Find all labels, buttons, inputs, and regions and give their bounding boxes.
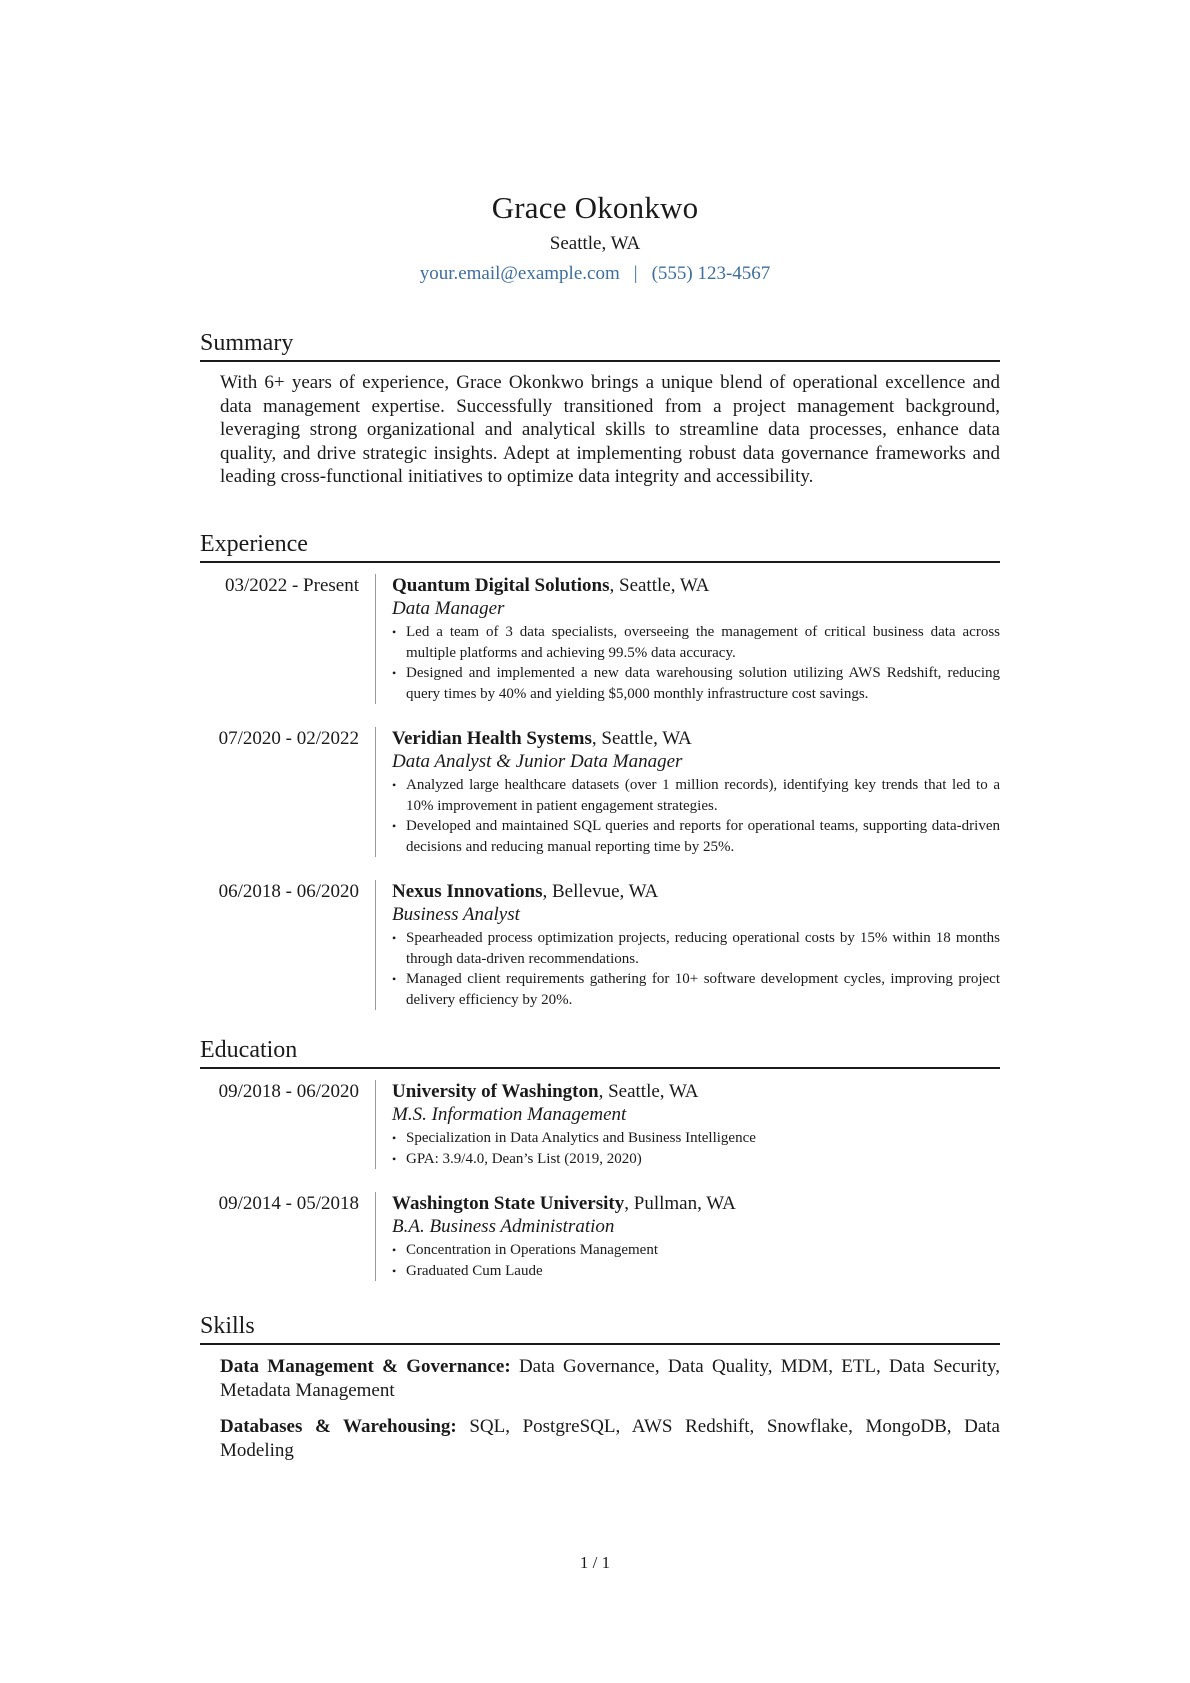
organization-name: Quantum Digital Solutions <box>392 575 610 596</box>
education-section <box>200 1037 1000 1281</box>
entry-date: 09/2018 - 06/2020 <box>218 1081 359 1102</box>
contact-separator: | <box>633 263 638 284</box>
contact-line <box>0 263 1190 285</box>
entry-organization <box>392 574 1000 597</box>
email-link[interactable]: your.email@example.com <box>419 263 620 284</box>
skill-group-label: Databases & Warehousing: <box>220 1416 457 1437</box>
entry-body <box>375 727 1000 857</box>
organization-location: , Seattle, WA <box>591 728 692 749</box>
skill-group-values: Data Governance, Data Quality, MDM, ETL, Data Security, Metadata Management <box>220 1356 1000 1401</box>
organization-location: , Bellevue, WA <box>542 881 659 902</box>
experience-entry <box>200 727 1000 857</box>
candidate-location: Seattle, WA <box>549 233 641 254</box>
education-entry <box>200 1080 1000 1169</box>
entry-bullets <box>392 1240 1000 1281</box>
organization-name: Washington State University <box>392 1193 625 1214</box>
organization-name: Veridian Health Systems <box>392 728 592 749</box>
entry-role: Data Analyst & Junior Data Manager <box>392 751 683 772</box>
phone-link[interactable]: (555) 123-4567 <box>651 263 771 284</box>
organization-name: University of Washington <box>392 1081 599 1102</box>
entry-body <box>375 1192 1000 1281</box>
organization-location: , Pullman, WA <box>624 1193 736 1214</box>
entry-date: 06/2018 - 06/2020 <box>218 881 359 902</box>
entry-role: Data Manager <box>392 598 505 619</box>
bullet-item: • Analyzed large healthcare datasets (over 1 million records), identifying key trends that led to a 10% improvement in patient engagement strategies. <box>392 775 1000 816</box>
summary-section <box>200 330 1000 489</box>
education-entry <box>200 1192 1000 1281</box>
bullet-item: • Graduated Cum Laude <box>392 1261 1000 1282</box>
skill-group <box>220 1355 1000 1402</box>
bullet-item: • Managed client requirements gathering for 10+ software development cycles, improving project delivery efficiency by 20%. <box>392 969 1000 1010</box>
skills-heading: Skills <box>200 1313 1000 1345</box>
entry-organization <box>392 1192 1000 1215</box>
entry-date: 07/2020 - 02/2022 <box>218 728 359 749</box>
entry-bullets <box>392 928 1000 1010</box>
bullet-item: • Concentration in Operations Management <box>392 1240 1000 1261</box>
organization-name: Nexus Innovations <box>392 881 543 902</box>
resume-header <box>0 190 1190 285</box>
skill-group-values: SQL, PostgreSQL, AWS Redshift, Snowflake, MongoDB, Data Modeling <box>220 1416 1000 1461</box>
entry-organization <box>392 727 1000 750</box>
entry-body <box>375 1080 1000 1169</box>
bullet-item: • Led a team of 3 data specialists, overseeing the management of critical business data across multiple platforms and achieving 99.5% data accuracy. <box>392 622 1000 663</box>
bullet-item: • GPA: 3.9/4.0, Dean’s List (2019, 2020) <box>392 1149 1000 1170</box>
experience-entry <box>200 880 1000 1010</box>
entry-role: M.S. Information Management <box>392 1104 627 1125</box>
experience-entry <box>200 574 1000 704</box>
entry-organization <box>392 880 1000 903</box>
experience-heading: Experience <box>200 531 1000 563</box>
entry-date: 09/2014 - 05/2018 <box>218 1193 359 1214</box>
entry-organization <box>392 1080 1000 1103</box>
skills-section <box>200 1313 1000 1475</box>
summary-heading: Summary <box>200 330 1000 362</box>
skill-group-label: Data Management & Governance: <box>220 1356 511 1377</box>
bullet-item: • Specialization in Data Analytics and Business Intelligence <box>392 1128 1000 1149</box>
organization-location: , Seattle, WA <box>609 575 710 596</box>
organization-location: , Seattle, WA <box>598 1081 699 1102</box>
skills-list <box>220 1355 1000 1462</box>
candidate-name: Grace Okonkwo <box>491 190 699 225</box>
bullet-item: • Developed and maintained SQL queries and reports for operational teams, supporting data-driven decisions and reducing manual reporting time by 25%. <box>392 816 1000 857</box>
entry-bullets <box>392 775 1000 857</box>
entry-bullets <box>392 622 1000 704</box>
entry-role: B.A. Business Administration <box>392 1216 615 1237</box>
experience-section <box>200 531 1000 1010</box>
entry-body <box>375 880 1000 1010</box>
skill-group <box>220 1415 1000 1462</box>
entry-bullets <box>392 1128 1000 1169</box>
entry-date: 03/2022 - Present <box>224 575 359 596</box>
bullet-item: • Designed and implemented a new data warehousing solution utilizing AWS Redshift, reducing query times by 40% and yielding $5,000 monthly infrastructure cost savings. <box>392 663 1000 704</box>
entry-body <box>375 574 1000 704</box>
summary-text: With 6+ years of experience, Grace Okonkwo brings a unique blend of operational excellence and data management expertise. Successfully transitioned from a project management background, leveraging strong organizational and analytical skills to streamline data processes, enhance data quality, and drive strategic insights. Adept at implementing robust data governance frameworks and leading cross-functional initiatives to optimize data integrity and accessibility. <box>220 372 1000 487</box>
entry-role: Business Analyst <box>392 904 520 925</box>
education-heading: Education <box>200 1037 1000 1069</box>
page-number: 1 / 1 <box>579 1553 611 1572</box>
bullet-item: • Spearheaded process optimization projects, reducing operational costs by 15% within 18 months through data-driven recommendations. <box>392 928 1000 969</box>
